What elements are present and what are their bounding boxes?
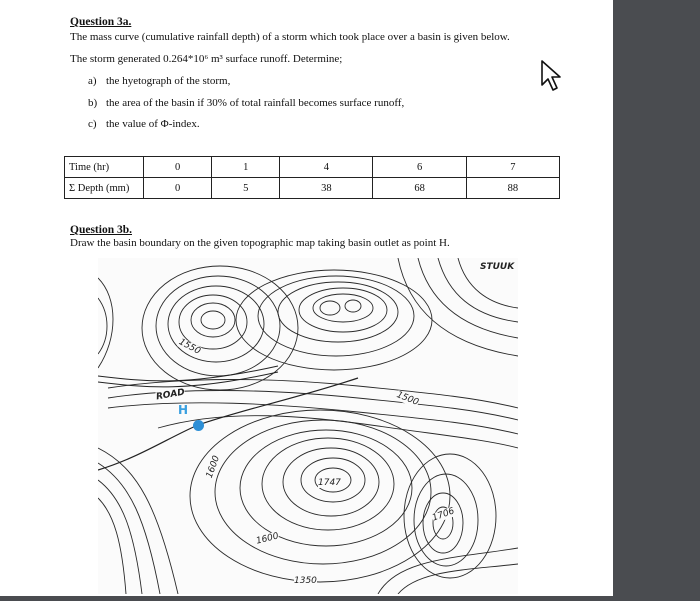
table-cell: 7 [466,157,559,178]
question-3b-line-1: Draw the basin boundary on the given topographic map taking basin outlet as point H. [70,237,450,249]
question-3a-heading: Question 3a. [70,16,132,28]
table-row [65,157,560,178]
contour-label: 1600 [255,531,280,547]
table-row-header: Σ Depth (mm) [65,178,144,199]
item-b-text: the area of the basin if 30% of total rainfall becomes surface runoff, [106,97,405,109]
item-c-text: the value of Φ-index. [106,118,200,130]
spot-height-label: 1747 [318,478,341,488]
page-gap [0,596,613,601]
road-label: ROAD [155,387,186,403]
table-cell: 88 [466,178,559,199]
item-a-label: a) [88,75,97,87]
question-3a-line-1: The mass curve (cumulative rainfall depth) of a storm which took place over a basin is given below. [70,31,510,43]
question-3a-line-2: The storm generated 0.264*10⁶ m³ surface runoff. Determine; [70,53,343,65]
contour-label: 1350 [294,576,317,586]
table-cell: 0 [144,157,212,178]
table-cell: 4 [280,157,373,178]
viewer-background [613,0,700,601]
table-cell: 68 [373,178,466,199]
table-row-header: Time (hr) [65,157,144,178]
table-cell: 5 [212,178,280,199]
contour-label: 1600 [204,454,223,480]
spot-height-label: 1706 [430,506,456,524]
topographic-map[interactable] [98,258,518,594]
item-a-text: the hyetograph of the storm, [106,75,231,87]
question-3b-heading: Question 3b. [70,224,132,236]
outlet-point-marker [193,420,204,431]
mass-curve-table [64,156,560,199]
contour-label: 1500 [394,390,420,408]
table-cell: 1 [212,157,280,178]
contour-label: 1550 [176,337,202,357]
item-b-label: b) [88,97,98,109]
table-cell: 0 [144,178,212,199]
contour-lines [98,258,518,594]
stream-label: STUUK [480,262,515,272]
outlet-label: H [178,403,189,417]
table-row [65,178,560,199]
table-cell: 6 [373,157,466,178]
table-cell: 38 [280,178,373,199]
mouse-cursor-icon [538,59,568,93]
item-c-label: c) [88,118,97,130]
